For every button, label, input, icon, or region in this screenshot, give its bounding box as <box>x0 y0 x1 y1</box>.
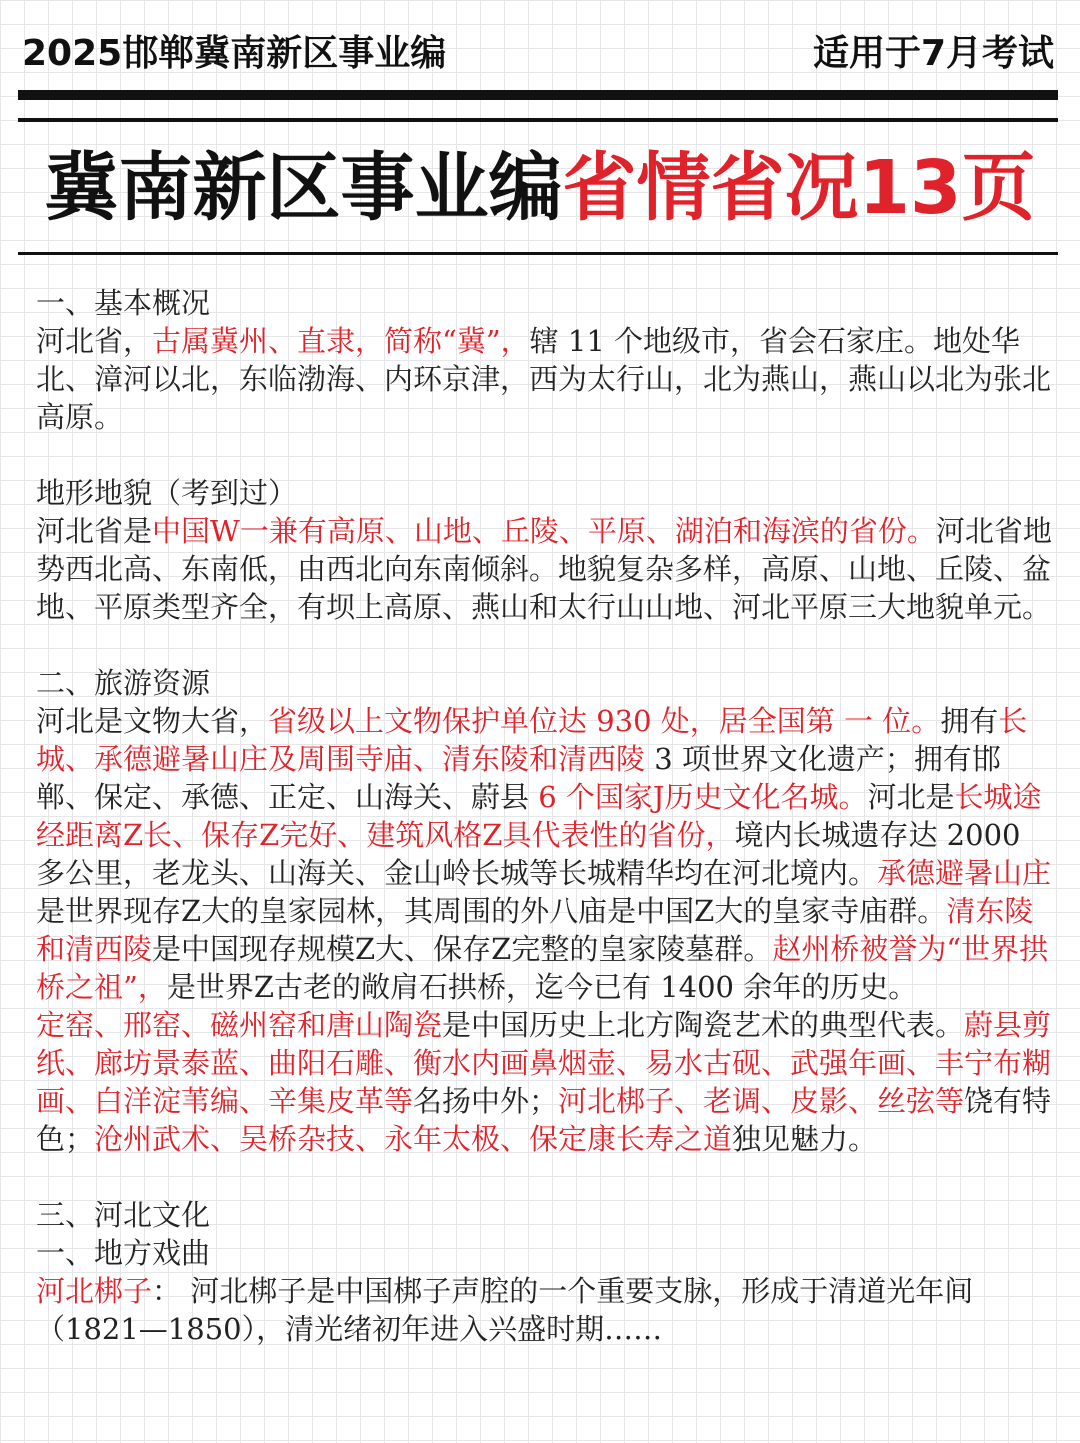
highlight-text: 清东陵和清西陵 <box>36 894 1034 966</box>
header-right-note: 适用于7月考试 <box>812 32 1054 74</box>
paragraph-gap <box>36 1158 1054 1196</box>
highlight-text: 长城途经距离Z长、保存Z完好、建筑风格Z具代表性的省份， <box>36 780 1042 852</box>
body-text: ： 河北梆子是中国梆子声腔的一个重要支脉，形成于清道光年间（1821—1850），清光绪初年进入兴盛时期…… <box>36 1274 974 1346</box>
body-text: 饶有特色； <box>36 1084 1052 1156</box>
body-text: 地形地貌（考到过） <box>36 476 298 510</box>
highlight-text: 河北梆子、老调、皮影、丝弦等 <box>558 1084 965 1118</box>
paragraph-gap <box>36 626 1054 664</box>
highlight-text: 河北梆子 <box>36 1274 153 1308</box>
highlight-text: 蔚县剪纸、廊坊景泰蓝、曲阳石雕、衡水内画鼻烟壶、易水古砚、武强年画、丰宁布糊画、白洋淀苇编、辛集皮革等 <box>36 1008 1052 1118</box>
body-text: 河北省是 <box>36 514 153 548</box>
body-text: 名扬中外； <box>413 1084 559 1118</box>
para-terrain <box>36 512 1054 626</box>
highlight-text: 长城、承德避暑山庄及周围寺庙、清东陵和清西陵 <box>36 704 1028 776</box>
highlight-text: 沧州武术、吴桥杂技、永年太极、保定康长寿之道 <box>94 1122 733 1156</box>
body-text: 拥有 <box>940 704 999 738</box>
para-tourism <box>36 702 1054 1006</box>
para-basic-overview <box>36 322 1054 436</box>
divider-thick <box>18 90 1058 100</box>
header-left-title: 2025邯郸冀南新区事业编 <box>22 32 447 74</box>
body-text: 二、旅游资源 <box>36 666 211 700</box>
body-text: 一、基本概况 <box>36 286 211 320</box>
heading-terrain <box>36 474 1054 512</box>
title-black-part: 冀南新区事业编 <box>44 145 563 231</box>
header-bar <box>22 22 1054 78</box>
body-text: 是中国现存规模Z大、保存Z完整的皇家陵墓群。 <box>152 932 773 966</box>
highlight-text: 定窑、邢窑、磁州窑和唐山陶瓷 <box>36 1008 443 1042</box>
paragraph-gap <box>36 436 1054 474</box>
body-text: 境内长城遗存达 2000 多公里，老龙头、山海关、金山岭长城等长城精华均在河北境内。 <box>36 818 1021 890</box>
body-text: 独见魅力。 <box>732 1122 878 1156</box>
highlight-text: 古属冀州、直隶，简称“冀”， <box>152 324 530 358</box>
highlight-text: 6 个国家J历史文化名城。 <box>538 780 868 814</box>
para-crafts <box>36 1006 1054 1158</box>
highlight-text: 承德避暑山庄 <box>877 856 1052 890</box>
body-text: 是世界现存Z大的皇家园林，其周围的外八庙是中国Z大的皇家寺庙群。 <box>36 894 947 928</box>
divider-mid <box>18 118 1058 122</box>
heading-tourism <box>36 664 1054 702</box>
heading-basic-overview <box>36 284 1054 322</box>
page-title <box>0 138 1080 238</box>
body-text: 是中国历史上北方陶瓷艺术的典型代表。 <box>442 1008 965 1042</box>
body-text: 河北是 <box>867 780 955 814</box>
body-text: 辖 11 个地级市，省会石家庄。地处华北、漳河以北，东临渤海、内环京津，西为太行山，北为燕山，燕山以北为张北高原。 <box>36 324 1052 434</box>
divider-thin <box>18 252 1058 255</box>
body-text: 三、河北文化 <box>36 1198 211 1232</box>
highlight-text: 赵州桥被誉为“世界拱桥之祖”， <box>36 932 1049 1004</box>
body-text: 河北省地势西北高、东南低，由西北向东南倾斜。地貌复杂多样，高原、山地、丘陵、盆地、平原类型齐全，有坝上高原、燕山和太行山山地、河北平原三大地貌单元。 <box>36 514 1052 624</box>
body-text: 3 项世界文化遗产；拥有邯郸、保定、承德、正定、山海关、蔚县 <box>36 742 1001 814</box>
body-text: 一、地方戏曲 <box>36 1236 211 1270</box>
body-text: 河北省， <box>36 324 153 358</box>
highlight-text: 中国W一兼有高原、山地、丘陵、平原、湖泊和海滨的省份。 <box>152 514 936 548</box>
body-text: 是世界Z古老的敞肩石拱桥，迄今已有 1400 余年的历史。 <box>166 970 918 1004</box>
document-body <box>36 284 1054 1348</box>
highlight-text: 省级以上文物保护单位达 930 处，居全国第 一 位。 <box>268 704 941 738</box>
body-text: 河北是文物大省， <box>36 704 269 738</box>
para-hebei-bangzi <box>36 1272 1054 1348</box>
heading-local-opera <box>36 1234 1054 1272</box>
title-red-part: 省情省况13页 <box>562 145 1036 231</box>
heading-culture <box>36 1196 1054 1234</box>
